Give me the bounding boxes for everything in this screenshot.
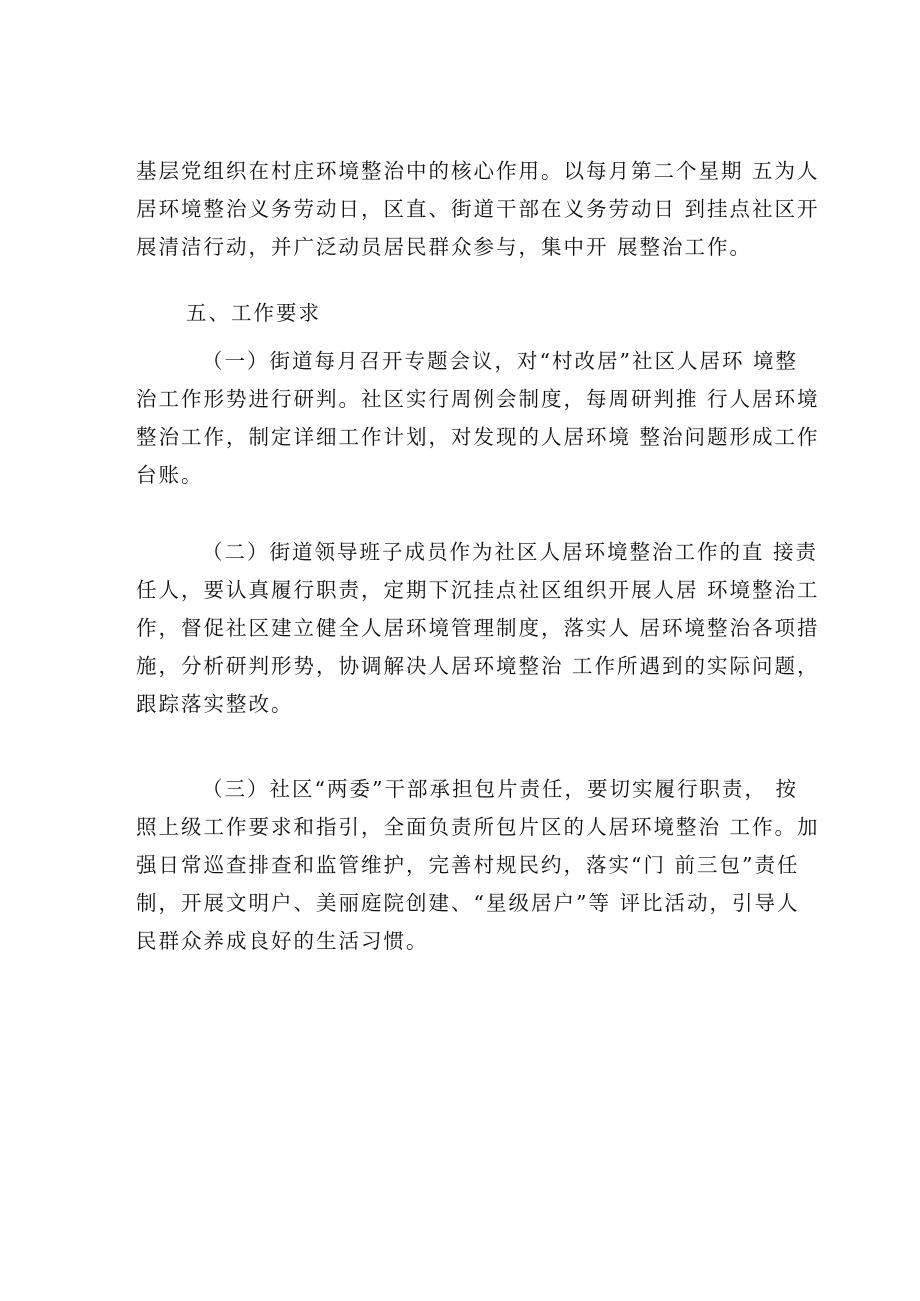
paragraph-1 (136, 342, 820, 494)
paragraph-2 (136, 533, 820, 723)
paragraph-2-line-3: 作，督促社区建立健全人居环境管理制度，落实人 居环境整治各项措 (136, 616, 820, 640)
paragraph-3-line-5: 民群众养成良好的生活习惯。 (136, 929, 429, 953)
paragraph-3-line-2: 照上级工作要求和指引，全面负责所包片区的人居环境整治 工作。加 (136, 815, 820, 839)
paragraph-1-line-2: 治工作形势进行研判。社区实行周例会制度，每周研判推 行人居环境 (136, 387, 820, 411)
paragraph-3-line-3: 强日常巡查排查和监管维护，完善村规民约，落实“门 前三包”责任 (136, 853, 800, 877)
paragraph-1-line-3: 整治工作，制定详细工作计划，对发现的人居环境 整治问题形成工作 (136, 425, 820, 449)
paragraph-3-line-1: （三）社区“两委”干部承担包片责任，要切实履行职责， 按 (202, 777, 798, 801)
paragraph-3 (136, 770, 820, 960)
intro-paragraph (136, 152, 820, 266)
intro-line-3: 展清洁行动，并广泛动员居民群众参与，集中开 展整治工作。 (136, 235, 753, 259)
paragraph-2-line-5: 跟踪落实整改。 (136, 692, 294, 716)
paragraph-1-line-4: 台账。 (136, 463, 204, 487)
intro-line-2: 居环境整治义务劳动日，区直、街道干部在义务劳动日 到挂点社区开 (136, 197, 820, 221)
paragraph-3-line-4: 制，开展文明户、美丽庭院创建、“星级居户”等 评比活动，引导人 (136, 891, 800, 915)
section-heading: 五、工作要求 (186, 301, 321, 325)
paragraph-1-line-1: （一）街道每月召开专题会议，对“村改居”社区人居环 境整 (202, 349, 798, 373)
paragraph-2-line-2: 任人，要认真履行职责，定期下沉挂点社区组织开展人居 环境整治工 (136, 578, 820, 602)
paragraph-2-line-1: （二）街道领导班子成员作为社区人居环境整治工作的直 接责 (202, 540, 819, 564)
intro-line-1: 基层党组织在村庄环境整治中的核心作用。以每月第二个星期 五为人 (136, 159, 820, 183)
paragraph-2-line-4: 施，分析研判形势，协调解决人居环境整治 工作所遇到的实际问题， (136, 654, 820, 678)
